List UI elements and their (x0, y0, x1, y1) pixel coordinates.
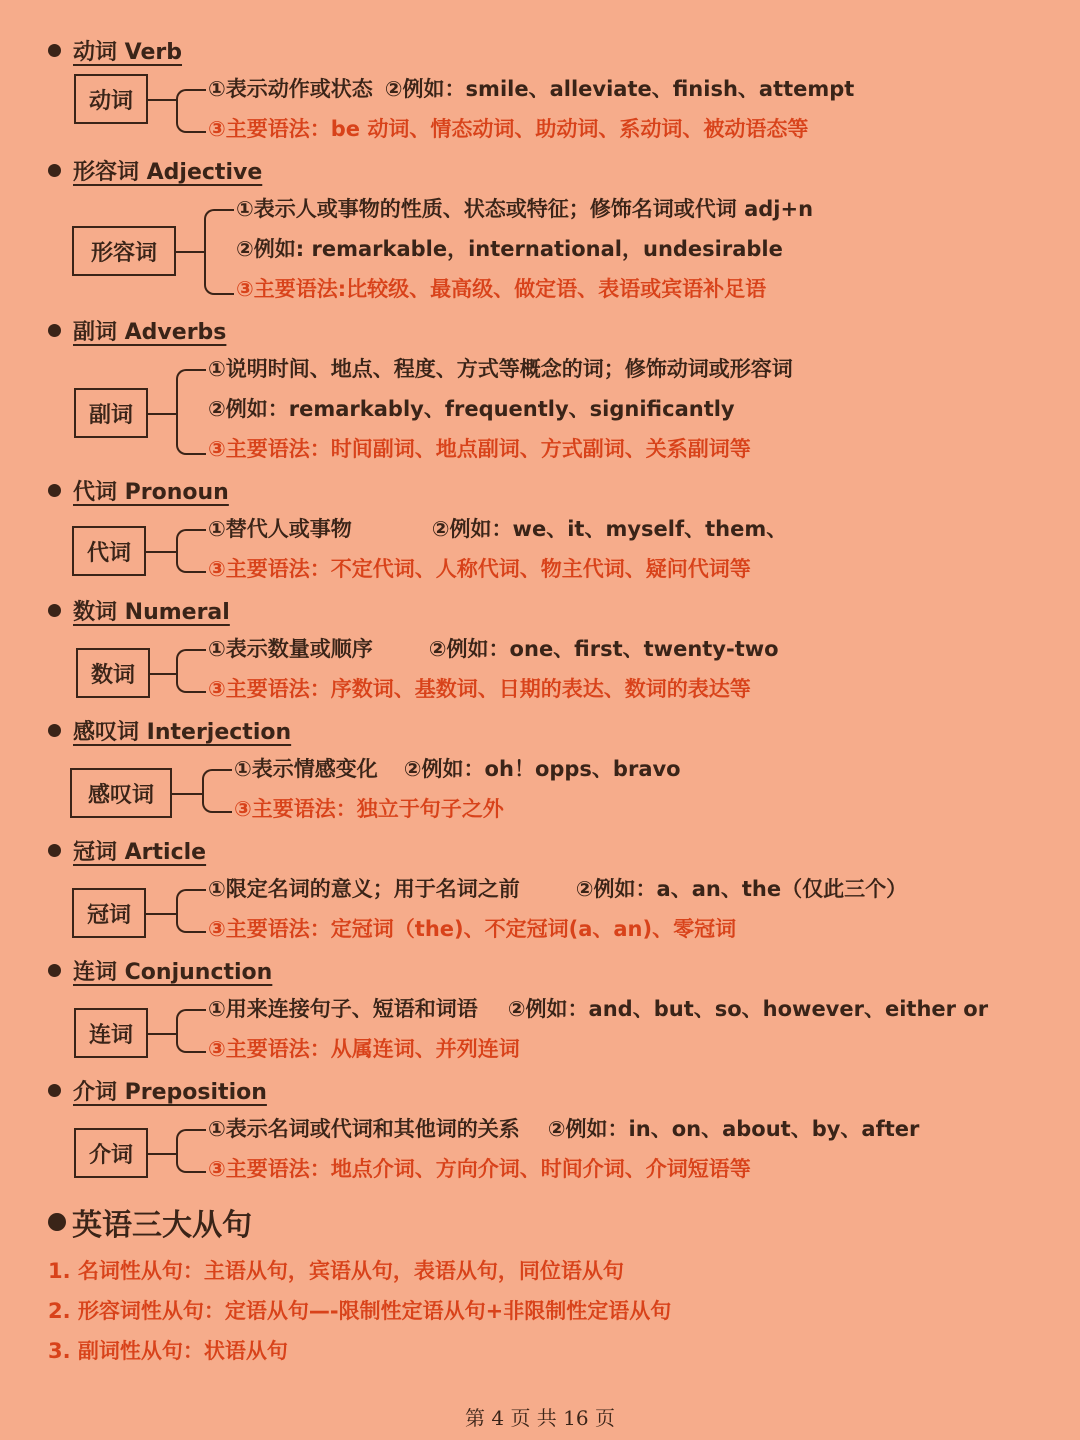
bullet-icon (48, 844, 61, 857)
grammar-line: ③主要语法：be 动词、情态动词、助动词、系动词、被动语态等 (208, 117, 809, 141)
section-heading (48, 1072, 267, 1108)
page-number: 第 4 页 共 16 页 (465, 1406, 615, 1430)
grammar-line: ③主要语法：序数词、基数词、日期的表达、数词的表达等 (208, 677, 751, 701)
grammar-line: ③主要语法：独立于句子之外 (234, 797, 504, 821)
bullet-icon (48, 324, 61, 337)
clauses-heading (48, 1200, 252, 1244)
example-line: ②例如：remarkably、frequently、significantly (208, 397, 735, 421)
section-heading (48, 312, 226, 348)
term-box: 感叹词 (70, 768, 172, 818)
term-box: 形容词 (72, 226, 176, 276)
definition-line: ①限定名词的意义；用于名词之前 ②例如：a、an、the（仅此三个） (208, 877, 908, 901)
grammar-line: ③主要语法:比较级、最高级、做定语、表语或宾语补足语 (236, 277, 767, 301)
section-heading-text: 代词 Pronoun (73, 479, 229, 505)
section-heading (48, 832, 206, 868)
bracket-line (176, 649, 206, 693)
grammar-line: ③主要语法：不定代词、人称代词、物主代词、疑问代词等 (208, 557, 751, 581)
section-heading (48, 712, 291, 748)
bracket-line (176, 369, 206, 455)
section-heading-text: 连词 Conjunction (73, 959, 273, 985)
grammar-line: ③主要语法：时间副词、地点副词、方式副词、关系副词等 (208, 437, 751, 461)
section-heading (48, 152, 262, 188)
section-heading (48, 592, 230, 628)
definition-line: ①表示人或事物的性质、状态或特征；修饰名词或代词 adj+n (236, 197, 814, 221)
definition-line: ①表示名词或代词和其他词的关系 ②例如：in、on、about、by、after (208, 1117, 920, 1141)
connector-line (176, 251, 204, 253)
bracket-line (176, 1009, 206, 1053)
grammar-line: ③主要语法：定冠词（the)、不定冠词(a、an)、零冠词 (208, 917, 737, 941)
section-heading (48, 32, 182, 68)
example-line: ②例如: remarkable，international，undesirable (236, 237, 783, 261)
section-heading-text: 冠词 Article (73, 839, 207, 865)
connector-line (146, 551, 176, 553)
connector-line (148, 99, 176, 101)
definition-line: ①替代人或事物 ②例如：we、it、myself、them、 (208, 517, 788, 541)
bullet-icon (48, 484, 61, 497)
term-box: 动词 (74, 74, 148, 124)
bracket-line (176, 889, 206, 933)
connector-line (150, 673, 176, 675)
definition-line: ①说明时间、地点、程度、方式等概念的词；修饰动词或形容词 (208, 357, 793, 381)
bullet-icon (48, 964, 61, 977)
bullet-icon (48, 1084, 61, 1097)
section-heading (48, 952, 272, 988)
clauses-title: 英语三大从句 (72, 1208, 252, 1243)
term-box: 介词 (74, 1128, 148, 1178)
connector-line (148, 1153, 176, 1155)
section-heading-text: 数词 Numeral (73, 599, 230, 625)
definition-line: ①用来连接句子、短语和词语 ②例如：and、but、so、however、either or (208, 997, 989, 1021)
definition-line: ①表示数量或顺序 ②例如：one、first、twenty-two (208, 637, 779, 661)
bullet-icon (48, 1213, 66, 1231)
term-box: 冠词 (72, 888, 146, 938)
clause-item: 3. 副词性从句：状语从句 (48, 1339, 288, 1363)
grammar-line: ③主要语法：从属连词、并列连词 (208, 1037, 520, 1061)
bullet-icon (48, 724, 61, 737)
clause-item: 1. 名词性从句：主语从句，宾语从句，表语从句，同位语从句 (48, 1259, 624, 1283)
connector-line (172, 793, 202, 795)
bracket-line (204, 209, 234, 295)
clause-item: 2. 形容词性从句：定语从句—-限制性定语从句+非限制性定语从句 (48, 1299, 672, 1323)
connector-line (148, 413, 176, 415)
section-heading-text: 形容词 Adjective (73, 159, 263, 185)
section-heading (48, 472, 229, 508)
connector-line (148, 1033, 176, 1035)
section-heading-text: 动词 Verb (73, 39, 183, 65)
term-box: 副词 (74, 388, 148, 438)
term-box: 数词 (76, 648, 150, 698)
grammar-line: ③主要语法：地点介词、方向介词、时间介词、介词短语等 (208, 1157, 751, 1181)
section-heading-text: 感叹词 Interjection (73, 719, 292, 745)
section-heading-text: 介词 Preposition (73, 1079, 267, 1105)
definition-line: ①表示动作或状态 ②例如：smile、alleviate、finish、attempt (208, 77, 855, 101)
connector-line (146, 913, 176, 915)
definition-line: ①表示情感变化 ②例如：oh！opps、bravo (234, 757, 681, 781)
bracket-line (176, 529, 206, 573)
term-box: 连词 (74, 1008, 148, 1058)
bracket-line (176, 1129, 206, 1173)
bullet-icon (48, 164, 61, 177)
bullet-icon (48, 604, 61, 617)
bullet-icon (48, 44, 61, 57)
section-heading-text: 副词 Adverbs (73, 319, 227, 345)
bracket-line (176, 89, 206, 133)
term-box: 代词 (72, 526, 146, 576)
bracket-line (202, 769, 232, 813)
